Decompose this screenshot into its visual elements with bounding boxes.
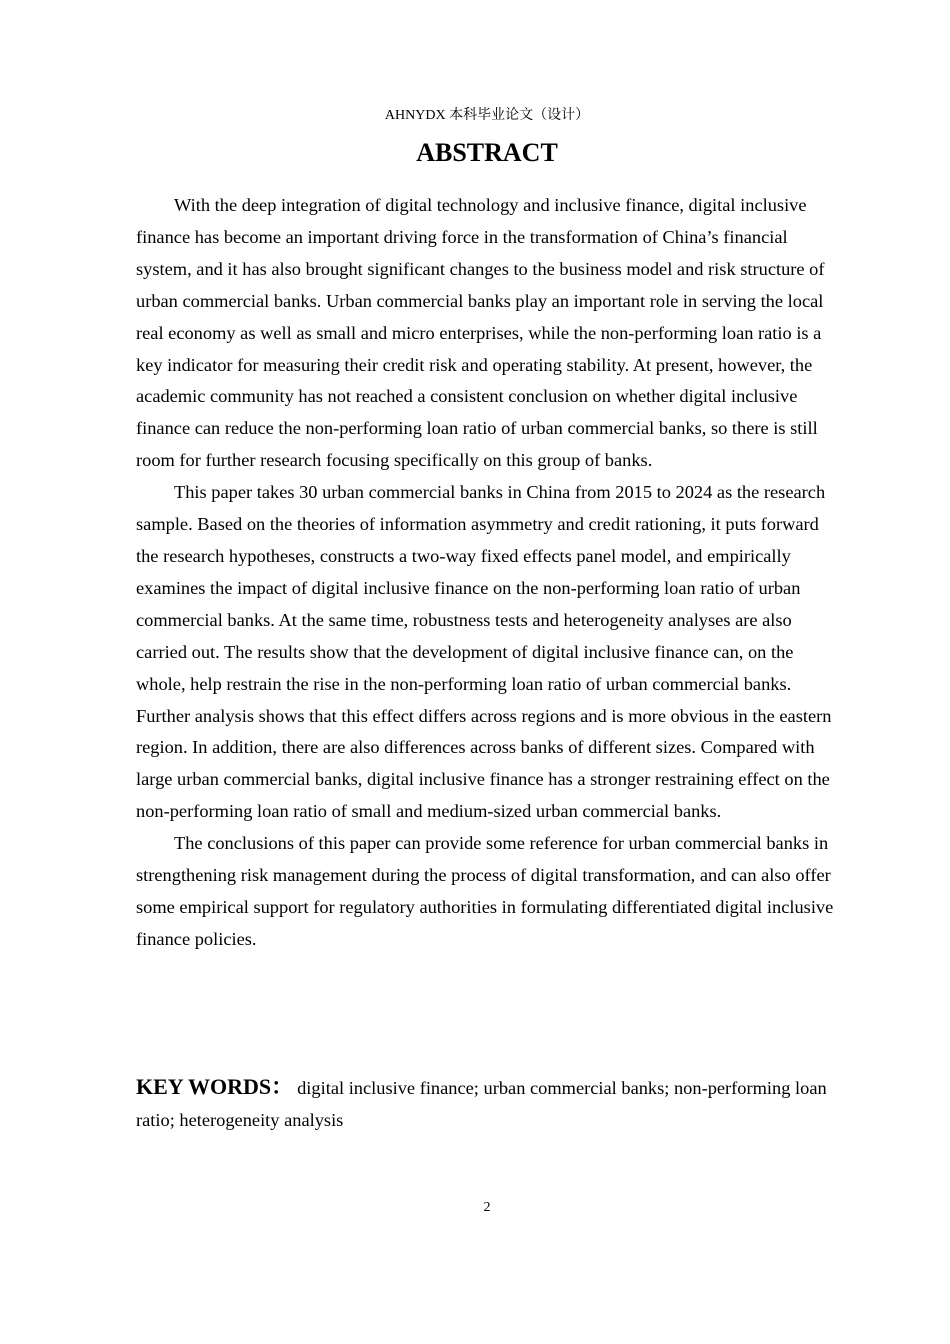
keywords-label: KEY WORDS [136, 1074, 272, 1099]
abstract-paragraph-1: With the deep integration of digital technology and inclusive finance, digital inclusive finance has become an important driving force in the transformation of China’s financial system, and it has also brought significant changes to the business model and risk structure of urban commercial banks. Urban commercial banks play an important role in serving the local real economy as well as small and micro enterprises, while the non-performing loan ratio is a key indicator for measuring their credit risk and operating stability. At present, however, the academic community has not reached a consistent conclusion on whether digital inclusive finance can reduce the non-performing loan ratio of urban commercial banks, so there is still room for further research focusing specifically on this group of banks. [136, 195, 825, 471]
abstract-paragraph-2: This paper takes 30 urban commercial banks in China from 2015 to 2024 as the research sample. Based on the theories of information asymmetry and credit rationing, it puts forward the research hypotheses, constructs a two-way fixed effects panel model, and empirically examines the impact of digital inclusive finance on the non-performing loan ratio of urban commercial banks. At the same time, robustness tests and heterogeneity analyses are also carried out. The results show that the development of digital inclusive finance can, on the whole, help restrain the rise in the non-performing loan ratio of urban commercial banks. Further analysis shows that this effect differs across regions and is more obvious in the eastern region. In addition, there are also differences across banks of different sizes. Compared with large urban commercial banks, digital inclusive finance has a stronger restraining effect on the non-performing loan ratio of small and medium-sized urban commercial banks. [136, 482, 832, 822]
abstract-paragraph-3: The conclusions of this paper can provide some reference for urban commercial banks in strengthening risk management during the process of digital transformation, and can also offer some empirical support for regulatory authorities in formulating differentiated digital inclusive finance policies. [136, 833, 834, 949]
running-header: AHNYDX 本科毕业论文（设计） [384, 108, 590, 123]
keywords-block [136, 1071, 838, 1136]
page-number: 2 [483, 1200, 491, 1215]
abstract-title: ABSTRACT [416, 138, 558, 167]
keywords-colon: ： [271, 1074, 294, 1099]
keywords-text: digital inclusive finance; urban commercial banks; non-performing loan ratio; heterogeneity analysis [136, 1078, 827, 1130]
abstract-body [136, 190, 838, 956]
